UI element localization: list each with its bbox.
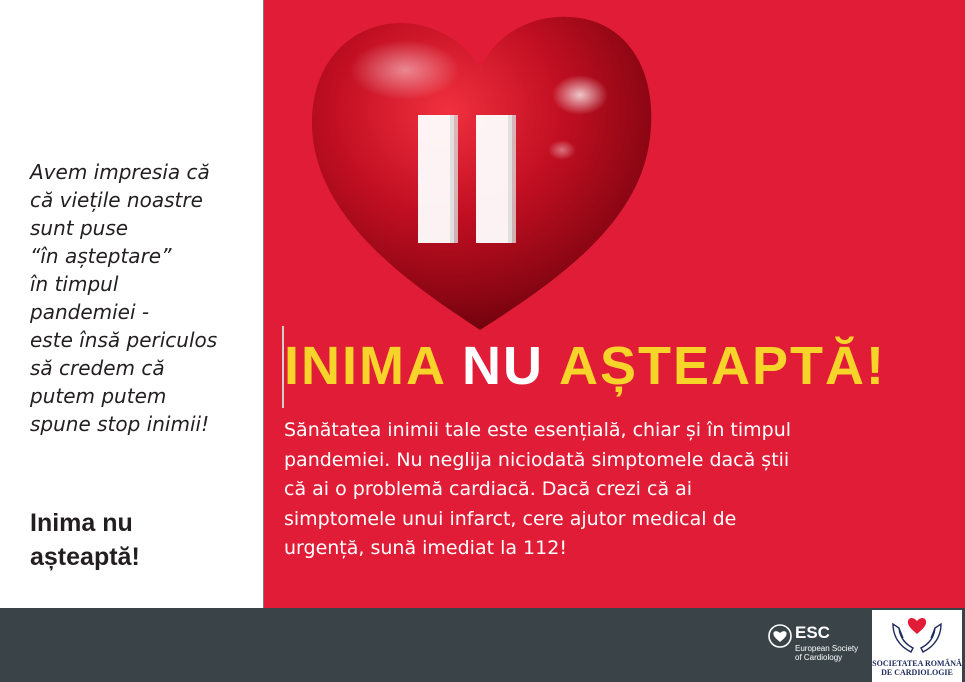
left-line: să credem că	[30, 356, 165, 380]
esc-logo	[768, 622, 863, 672]
esc-sub-line: of Cardiology	[795, 653, 843, 662]
headline-part-asteapta: AȘTEAPTĂ!	[543, 336, 886, 396]
left-line: “în așteptare”	[30, 244, 172, 268]
headline	[284, 334, 886, 398]
left-line: putem putem	[30, 384, 167, 408]
esc-title: ESC	[795, 623, 830, 642]
left-bold-line: Inima nu	[30, 509, 133, 537]
src-name	[872, 659, 962, 677]
left-line: este însă periculos	[30, 328, 218, 352]
headline-part-nu: NU	[461, 336, 544, 396]
body-line: simptomele unui infarct, cere ajutor medical de	[284, 507, 737, 530]
left-italic-text	[30, 158, 260, 438]
esc-sub-line: European Society	[795, 644, 859, 653]
hero-panel	[264, 0, 965, 608]
body-line: că ai o problemă cardiacă. Dacă crezi că ai	[284, 478, 693, 500]
body-line: pandemiei. Nu neglija niciodată simptomele dacă știi	[284, 448, 790, 471]
src-name-line: DE CARDIOLOGIE	[881, 668, 953, 677]
left-line: sunt puse	[30, 216, 129, 240]
left-line: spune stop inimii!	[30, 412, 210, 436]
src-logo	[872, 610, 962, 682]
esc-subtitle	[795, 644, 875, 662]
left-bold-line: așteaptă!	[30, 543, 140, 571]
left-line: că viețile noastre	[30, 188, 203, 212]
heart-pause-icon	[300, 0, 660, 330]
body-line: Sănătatea inimii tale este esențială, chiar și în timpul	[284, 419, 792, 441]
hands-heart-logo-icon	[887, 612, 947, 656]
hero-body-text	[284, 416, 944, 564]
esc-heart-logo-icon	[768, 624, 792, 648]
left-bold-slogan	[30, 506, 260, 574]
left-panel	[0, 0, 263, 608]
left-line: Avem impresia că	[30, 160, 210, 184]
left-line: în timpul	[30, 272, 119, 296]
body-line: urgență, sună imediat la 112!	[284, 537, 567, 559]
left-line: pandemiei -	[30, 300, 150, 324]
headline-part-inima: INIMA	[284, 336, 462, 396]
src-name-line: SOCIETATEA ROMÂNĂ	[872, 659, 962, 668]
